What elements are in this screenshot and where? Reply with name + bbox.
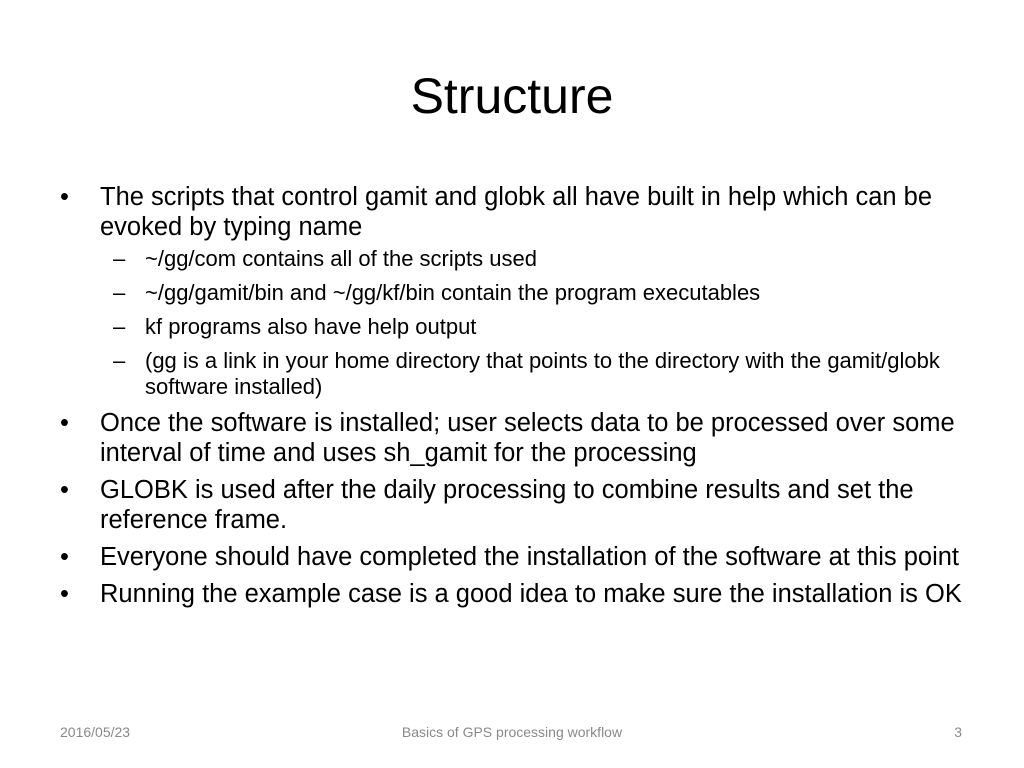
dash-icon: – xyxy=(113,314,126,339)
sub-bullet-text: ~/gg/gamit/bin and ~/gg/kf/bin contain the program executables xyxy=(145,280,761,305)
bullet-icon: • xyxy=(60,580,69,608)
bullet-icon: • xyxy=(60,543,69,571)
bullet-text: Running the example case is a good idea to make sure the installation is OK xyxy=(100,580,962,608)
bullet-list xyxy=(60,182,970,616)
sub-bullet-text: (gg is a link in your home directory that points to the directory with the gamit/globk software installed) xyxy=(145,348,940,399)
page-number: 3 xyxy=(954,724,962,740)
bullet-icon: • xyxy=(60,476,69,504)
dash-icon: – xyxy=(113,246,126,271)
bullet-item xyxy=(60,182,970,400)
bullet-item xyxy=(60,579,970,609)
sub-bullet-text: kf programs also have help output xyxy=(145,314,477,339)
sub-bullet-text: ~/gg/com contains all of the scripts used xyxy=(145,246,537,271)
bullet-icon: • xyxy=(60,409,69,437)
bullet-text: Once the software is installed; user selects data to be processed over some interval of time and uses sh_gamit for the processing xyxy=(100,409,955,467)
sub-bullet-list xyxy=(100,246,970,400)
dash-icon: – xyxy=(113,348,126,373)
bullet-item xyxy=(60,408,970,468)
sub-bullet-item xyxy=(100,314,970,340)
bullet-text: GLOBK is used after the daily processing to combine results and set the reference frame. xyxy=(100,476,914,534)
sub-bullet-item xyxy=(100,246,970,272)
sub-bullet-item xyxy=(100,280,970,306)
dash-icon: – xyxy=(113,280,126,305)
bullet-icon: • xyxy=(60,183,69,211)
bullet-item xyxy=(60,475,970,535)
footer-date: 2016/05/23 xyxy=(60,724,131,740)
bullet-text: The scripts that control gamit and globk all have built in help which can be evoked by typing name xyxy=(100,183,933,241)
bullet-text: Everyone should have completed the installation of the software at this point xyxy=(100,543,960,571)
slide-title: Structure xyxy=(410,68,614,124)
sub-bullet-item xyxy=(100,348,970,400)
footer-title: Basics of GPS processing workflow xyxy=(401,724,623,740)
bullet-item xyxy=(60,542,970,572)
